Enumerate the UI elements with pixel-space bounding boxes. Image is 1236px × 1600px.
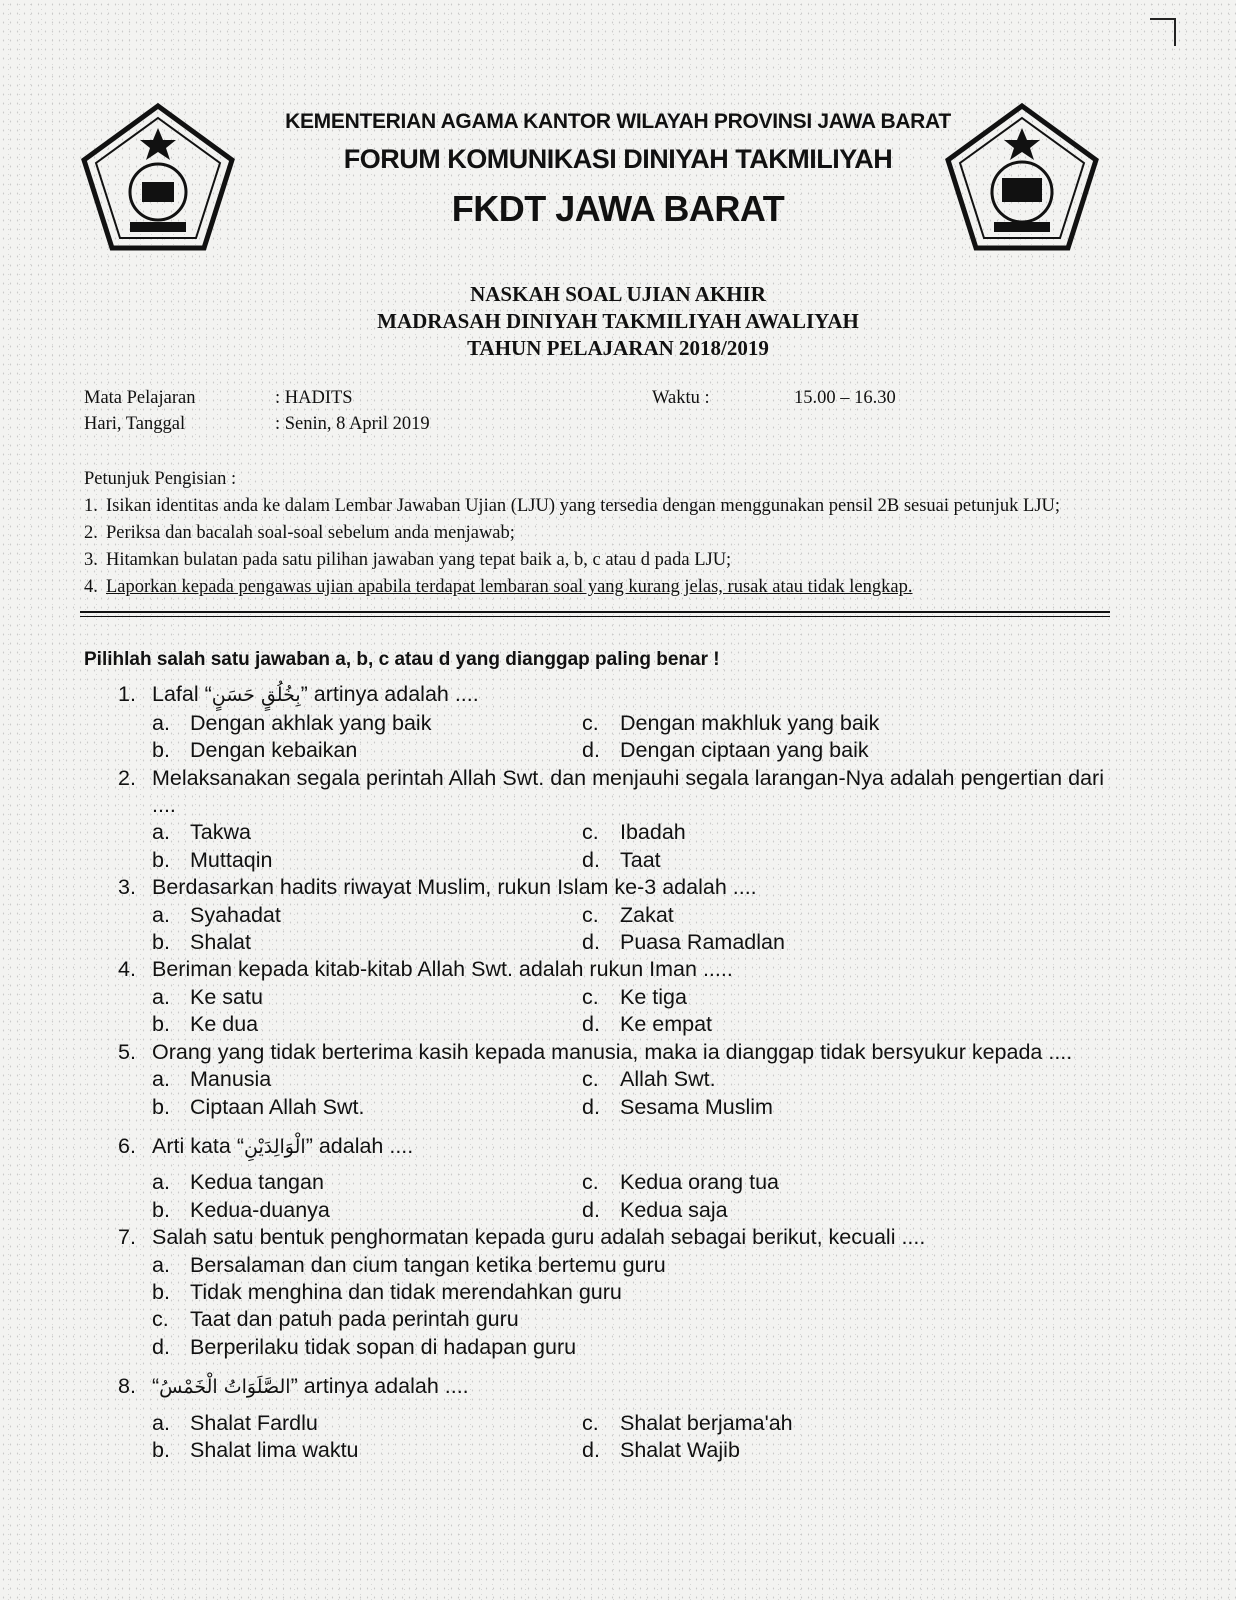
question-pre: Lafal “ (152, 682, 212, 707)
section-instruction: Pilihlah salah satu jawaban a, b, c atau d yang dianggap paling benar ! (84, 649, 720, 670)
option-c[interactable] (582, 902, 1012, 929)
option-b[interactable] (152, 1011, 582, 1038)
question-text (152, 765, 1104, 820)
question-pre: “ (152, 1374, 160, 1399)
option-text: Manusia (190, 1067, 272, 1092)
option-letter: b. (152, 1094, 170, 1119)
question-text-body: Salah satu bentuk penghormatan kepada guru adalah sebagai berikut, kecuali .... (152, 1225, 926, 1250)
arabic-phrase: الْوَالِدَيْنِ (244, 1135, 306, 1158)
corner-mark (1150, 18, 1176, 46)
divider (80, 616, 1110, 617)
option-b[interactable] (152, 847, 582, 874)
instruction-item (84, 547, 1104, 574)
option-text: Ke tiga (620, 984, 687, 1009)
options (84, 902, 1104, 957)
question-number: 5. (118, 1039, 136, 1064)
subject-label: Mata Pelajaran (84, 388, 196, 408)
instruction-item (84, 574, 1104, 601)
question-text-body: Orang yang tidak berterima kasih kepada manusia, maka ia dianggap tidak bersyukur kepada .... (152, 1039, 1073, 1064)
question-text-body: Berdasarkan hadits riwayat Muslim, rukun Islam ke-3 adalah .... (152, 875, 757, 900)
option-text: Kedua saja (620, 1197, 728, 1222)
question-number: 4. (118, 957, 136, 982)
option-a[interactable] (152, 710, 582, 737)
option-letter: a. (152, 1067, 170, 1092)
option-a[interactable] (152, 819, 582, 846)
divider (80, 611, 1110, 613)
option-text: Shalat (190, 930, 251, 955)
questions (84, 646, 1104, 1464)
ministry-heading: KEMENTERIAN AGAMA KANTOR WILAYAH PROVINSI JAWA BARAT (285, 110, 951, 133)
question-1 (84, 681, 1104, 764)
option-c[interactable] (582, 710, 1012, 737)
option-letter: a. (152, 1170, 170, 1195)
option-text: Zakat (620, 902, 674, 927)
option-a[interactable] (152, 984, 582, 1011)
option-c[interactable] (582, 984, 1012, 1011)
options (84, 1169, 1104, 1224)
option-text: Taat (620, 847, 661, 872)
options (84, 1066, 1104, 1121)
option-text: Dengan makhluk yang baik (620, 710, 880, 735)
question-8 (84, 1373, 1104, 1464)
option-text: Taat dan patuh pada perintah guru (190, 1307, 519, 1332)
option-letter: c. (582, 1067, 599, 1092)
date-label: Hari, Tanggal (84, 414, 186, 434)
option-text: Kedua-duanya (190, 1197, 330, 1222)
subject-value: : HADITS (275, 388, 353, 408)
question-post: ” artinya adalah .... (300, 682, 479, 707)
option-d[interactable] (582, 929, 1012, 956)
option-letter: a. (152, 710, 170, 735)
option-letter: b. (152, 738, 170, 763)
option-text: Shalat berjama'ah (620, 1410, 793, 1435)
question-number: 8. (118, 1374, 136, 1399)
option-text: Tidak menghina dan tidak merendahkan guru (190, 1279, 622, 1304)
question-text (152, 956, 1104, 983)
option-text: Ke dua (190, 1012, 259, 1037)
option-a[interactable] (152, 1410, 582, 1437)
option-letter: d. (582, 847, 600, 872)
option-text: Muttaqin (190, 847, 273, 872)
question-3 (84, 874, 1104, 956)
option-text: Ibadah (620, 820, 686, 845)
forum-heading: FORUM KOMUNIKASI DINIYAH TAKMILIYAH (343, 144, 893, 174)
option-c[interactable] (582, 819, 1012, 846)
option-text: Takwa (190, 820, 251, 845)
madrasah-title: MADRASAH DINIYAH TAKMILIYAH AWALIYAH (377, 309, 859, 333)
option-letter: c. (582, 1170, 599, 1195)
option-c[interactable] (152, 1306, 1104, 1333)
option-letter: d. (152, 1334, 170, 1359)
option-text: Puasa Ramadlan (620, 930, 785, 955)
item-number: 1. (84, 496, 98, 516)
question-number: 7. (118, 1225, 136, 1250)
question-text (152, 1133, 1104, 1161)
exam-title: NASKAH SOAL UJIAN AKHIR (470, 282, 766, 306)
option-letter: b. (152, 1279, 170, 1304)
item-text: Isikan identitas anda ke dalam Lembar Jawaban Ujian (LJU) yang tersedia dengan menggunakan pensil 2B sesuai petunjuk LJU; (106, 496, 1061, 516)
option-text: Ke satu (190, 984, 263, 1009)
arabic-phrase: الصَّلَوَاتُ الْخَمْسُ (159, 1376, 291, 1399)
option-text: Dengan kebaikan (190, 738, 358, 763)
option-letter: d. (582, 1197, 600, 1222)
option-text: Ciptaan Allah Swt. (190, 1094, 365, 1119)
option-letter: d. (582, 1437, 600, 1462)
instructions (84, 466, 1104, 601)
question-post: ” adalah .... (305, 1133, 414, 1158)
instruction-item (84, 493, 1104, 520)
question-stem (84, 681, 1104, 709)
option-b[interactable] (152, 1197, 582, 1224)
option-a[interactable] (152, 1169, 582, 1196)
question-number: 1. (118, 682, 136, 707)
options (84, 819, 1104, 874)
question-text (152, 1373, 1104, 1401)
option-letter: d. (582, 1094, 600, 1119)
option-text: Kedua tangan (190, 1170, 324, 1195)
option-d[interactable] (582, 1094, 1012, 1121)
question-text-body: Beriman kepada kitab-kitab Allah Swt. adalah rukun Iman ..... (152, 957, 733, 982)
question-stem (84, 1039, 1104, 1066)
option-text: Shalat Wajib (620, 1437, 740, 1462)
question-stem (84, 1133, 1104, 1161)
options (84, 1410, 1104, 1465)
question-number: 3. (118, 875, 136, 900)
question-stem (84, 1224, 1104, 1251)
item-number: 2. (84, 523, 98, 543)
arabic-phrase: بِخُلُقٍ حَسَنٍ (211, 684, 301, 707)
question-text (152, 1224, 1104, 1251)
option-a[interactable] (152, 1252, 1104, 1279)
option-letter: d. (582, 930, 600, 955)
date-value: : Senin, 8 April 2019 (275, 414, 430, 434)
option-text: Allah Swt. (620, 1067, 716, 1092)
option-d[interactable] (152, 1334, 1104, 1361)
option-d[interactable] (582, 737, 1012, 764)
option-letter: c. (582, 1410, 599, 1435)
option-text: Shalat lima waktu (190, 1437, 359, 1462)
question-text (152, 1039, 1104, 1066)
question-text (152, 874, 1104, 901)
option-text: Ke empat (620, 1012, 713, 1037)
item-text: Hitamkan bulatan pada satu pilihan jawaban yang tepat baik a, b, c atau d pada LJU; (106, 550, 732, 570)
item-text: Laporkan kepada pengawas ujian apabila terdapat lembaran soal yang kurang jelas, rusak atau tidak lengkap. (106, 577, 913, 597)
question-stem (84, 1373, 1104, 1401)
option-text: Dengan ciptaan yang baik (620, 738, 869, 763)
option-d[interactable] (582, 1197, 1012, 1224)
question-7 (84, 1224, 1104, 1361)
question-4 (84, 956, 1104, 1038)
option-letter: d. (582, 738, 600, 763)
fkdt-heading: FKDT JAWA BARAT (451, 188, 785, 229)
question-6 (84, 1133, 1104, 1224)
option-letter: a. (152, 1410, 170, 1435)
time-value: 15.00 – 16.30 (794, 388, 896, 408)
option-text: Dengan akhlak yang baik (190, 710, 432, 735)
option-text: Kedua orang tua (620, 1170, 779, 1195)
item-text: Periksa dan bacalah soal-soal sebelum anda menjawab; (106, 523, 515, 543)
option-text: Berperilaku tidak sopan di hadapan guru (190, 1334, 577, 1359)
option-letter: b. (152, 1012, 170, 1037)
option-c[interactable] (582, 1169, 1012, 1196)
option-d[interactable] (582, 1437, 1012, 1464)
option-letter: a. (152, 1252, 170, 1277)
question-stem (84, 765, 1104, 820)
option-b[interactable] (152, 737, 582, 764)
option-d[interactable] (582, 847, 1012, 874)
option-a[interactable] (152, 902, 582, 929)
question-number: 2. (118, 765, 136, 790)
instructions-title: Petunjuk Pengisian : (84, 469, 237, 489)
question-post: ” artinya adalah .... (290, 1374, 469, 1399)
option-letter: b. (152, 1197, 170, 1222)
question-text-body: Melaksanakan segala perintah Allah Swt. dan menjauhi segala larangan-Nya adalah pengertian dari .... (152, 765, 1104, 818)
time-label: Waktu : (652, 388, 710, 408)
question-pre: Arti kata “ (152, 1133, 244, 1158)
item-number: 3. (84, 550, 98, 570)
option-text: Bersalaman dan cium tangan ketika bertemu guru (190, 1252, 666, 1277)
year-title: TAHUN PELAJARAN 2018/2019 (467, 336, 769, 360)
option-a[interactable] (152, 1066, 582, 1093)
question-stem (84, 956, 1104, 983)
option-letter: c. (582, 820, 599, 845)
option-letter: a. (152, 984, 170, 1009)
question-number: 6. (118, 1133, 136, 1158)
option-text: Shalat Fardlu (190, 1410, 318, 1435)
option-b[interactable] (152, 929, 582, 956)
option-b[interactable] (152, 1437, 582, 1464)
options (84, 1252, 1104, 1362)
option-letter: d. (582, 1012, 600, 1037)
option-letter: a. (152, 902, 170, 927)
option-c[interactable] (582, 1066, 1012, 1093)
option-d[interactable] (582, 1011, 1012, 1038)
option-letter: c. (582, 710, 599, 735)
options (84, 984, 1104, 1039)
item-number: 4. (84, 577, 98, 597)
option-letter: c. (582, 984, 599, 1009)
option-letter: c. (582, 902, 599, 927)
option-b[interactable] (152, 1094, 582, 1121)
option-letter: c. (152, 1307, 169, 1332)
option-letter: b. (152, 847, 170, 872)
question-5 (84, 1039, 1104, 1121)
option-text: Syahadat (190, 902, 281, 927)
option-c[interactable] (582, 1410, 1012, 1437)
question-2 (84, 765, 1104, 875)
question-text (152, 681, 1104, 709)
instruction-item (84, 520, 1104, 547)
question-stem (84, 874, 1104, 901)
option-letter: b. (152, 930, 170, 955)
options (84, 710, 1104, 765)
option-letter: b. (152, 1437, 170, 1462)
option-text: Sesama Muslim (620, 1094, 773, 1119)
option-letter: a. (152, 820, 170, 845)
option-b[interactable] (152, 1279, 1104, 1306)
